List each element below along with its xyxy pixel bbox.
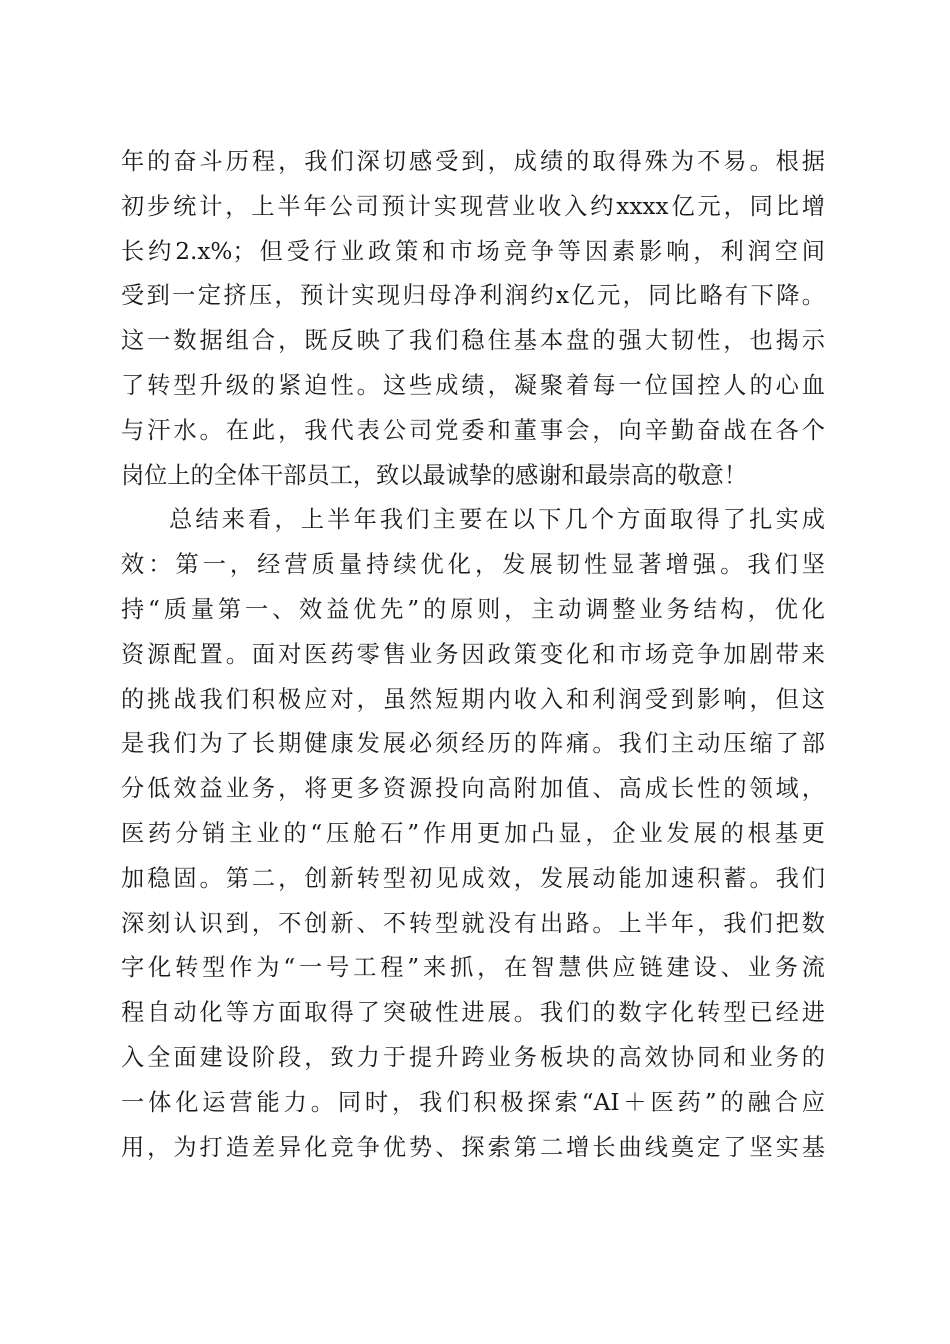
text-line: 程自动化等方面取得了突破性进展。我们的数字化转型已经进 (121, 999, 825, 1027)
text-line: 初步统计，上半年公司预计实现营业收入约xxxx亿元，同比增 (121, 192, 825, 220)
text-line: 这一数据组合，既反映了我们稳住基本盘的强大韧性，也揭示 (121, 327, 825, 355)
text-line: 受到一定挤压，预计实现归母净利润约x亿元，同比略有下降。 (121, 282, 825, 310)
text-line: 总结来看，上半年我们主要在以下几个方面取得了扎实成 (169, 506, 825, 534)
text-line: 是我们为了长期健康发展必须经历的阵痛。我们主动压缩了部 (121, 730, 825, 758)
text-line: 入全面建设阶段，致力于提升跨业务板块的高效协同和业务的 (121, 1043, 825, 1071)
text-line: 资源配置。面对医药零售业务因政策变化和市场竞争加剧带来 (121, 640, 825, 668)
text-line: 医药分销主业的“压舱石”作用更加凸显，企业发展的根基更 (121, 819, 825, 847)
body-text (121, 140, 825, 1170)
text-line: 的挑战我们积极应对，虽然短期内收入和利润受到影响，但这 (121, 685, 825, 713)
text-line: 长约2.x%；但受行业政策和市场竞争等因素影响，利润空间 (121, 237, 825, 265)
paragraph-achievements-overview (121, 140, 825, 498)
text-line: 效：第一，经营质量持续优化，发展韧性显著增强。我们坚 (121, 551, 825, 579)
text-line: 深刻认识到，不创新、不转型就没有出路。上半年，我们把数 (121, 909, 825, 937)
text-line: 持“质量第一、效益优先”的原则，主动调整业务结构，优化 (121, 595, 825, 623)
text-line: 与汗水。在此，我代表公司党委和董事会，向辛勤奋战在各个 (121, 416, 825, 444)
paragraph-summary-results (121, 498, 825, 1170)
text-line: 加稳固。第二，创新转型初见成效，发展动能加速积蓄。我们 (121, 864, 825, 892)
text-line: 岗位上的全体干部员工，致以最诚挚的感谢和最崇高的敬意！ (121, 461, 748, 489)
text-line: 年的奋斗历程，我们深切感受到，成绩的取得殊为不易。根据 (121, 148, 825, 175)
text-line: 一体化运营能力。同时，我们积极探索“AI＋医药”的融合应 (121, 1088, 825, 1116)
text-line: 了转型升级的紧迫性。这些成绩，凝聚着每一位国控人的心血 (121, 371, 825, 399)
text-line: 分低效益业务，将更多资源投向高附加值、高成长性的领域， (121, 775, 825, 803)
text-line: 用，为打造差异化竞争优势、探索第二增长曲线奠定了坚实基 (121, 1133, 825, 1161)
text-line: 字化转型作为“一号工程”来抓，在智慧供应链建设、业务流 (121, 954, 825, 982)
